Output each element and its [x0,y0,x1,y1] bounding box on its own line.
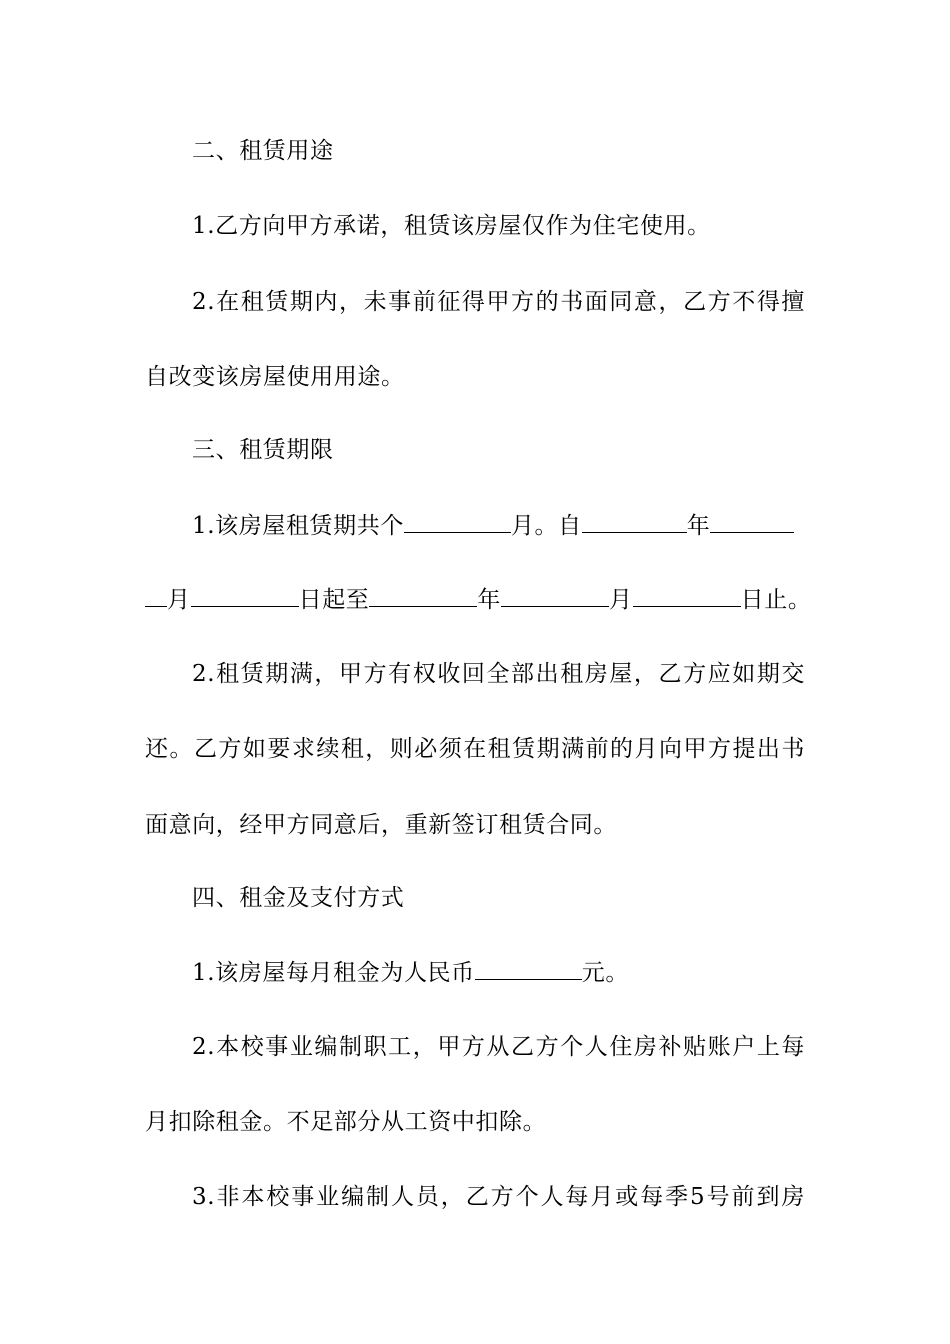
rent-text: 元。 [581,960,629,986]
blank-field [633,584,741,607]
blank-field [145,584,167,607]
date-text: 日止。 [740,587,812,613]
blank-field [710,510,794,533]
paragraph-line: 3.非本校事业编制人员，乙方个人每月或每季5号前到房 [192,1184,805,1210]
blank-field [501,584,609,607]
paragraph-line: 2.本校事业编制职工，甲方从乙方个人住房补贴账户上每 [192,1034,805,1060]
date-text: 月 [167,587,191,613]
section-heading-term: 三、租赁期限 [192,437,334,463]
paragraph-line: 2.在租赁期内，未事前征得甲方的书面同意，乙方不得擅 [192,289,805,315]
blank-field [191,584,299,607]
paragraph-line-term [192,510,852,541]
blank-field [404,510,511,533]
section-heading-rent: 四、租金及支付方式 [192,885,405,911]
paragraph-line: 面意向，经甲方同意后，重新签订租赁合同。 [145,812,617,838]
date-text: 日起至 [298,587,370,613]
term-text: 年 [686,513,711,539]
date-text: 年 [477,587,502,613]
blank-field [475,957,582,980]
paragraph-line-dates [145,584,812,615]
term-text: 1.该房屋租赁期共个 [192,513,404,539]
section-heading-purpose: 二、租赁用途 [192,138,334,164]
paragraph-line: 1.乙方向甲方承诺，租赁该房屋仅作为住宅使用。 [192,213,711,239]
paragraph-line: 自改变该房屋使用用途。 [145,364,405,390]
date-text: 月 [609,587,633,613]
blank-field [369,584,477,607]
paragraph-line: 月扣除租金。不足部分从工资中扣除。 [145,1109,547,1135]
term-text: 月。自 [510,513,582,539]
blank-field [582,510,687,533]
rent-text: 1.该房屋每月租金为人民币 [192,960,475,986]
paragraph-line: 2.租赁期满，甲方有权收回全部出租房屋，乙方应如期交 [192,661,805,687]
paragraph-line: 还。乙方如要求续租，则必须在租赁期满前的月向甲方提出书 [145,736,805,762]
paragraph-line-rent [192,957,852,988]
